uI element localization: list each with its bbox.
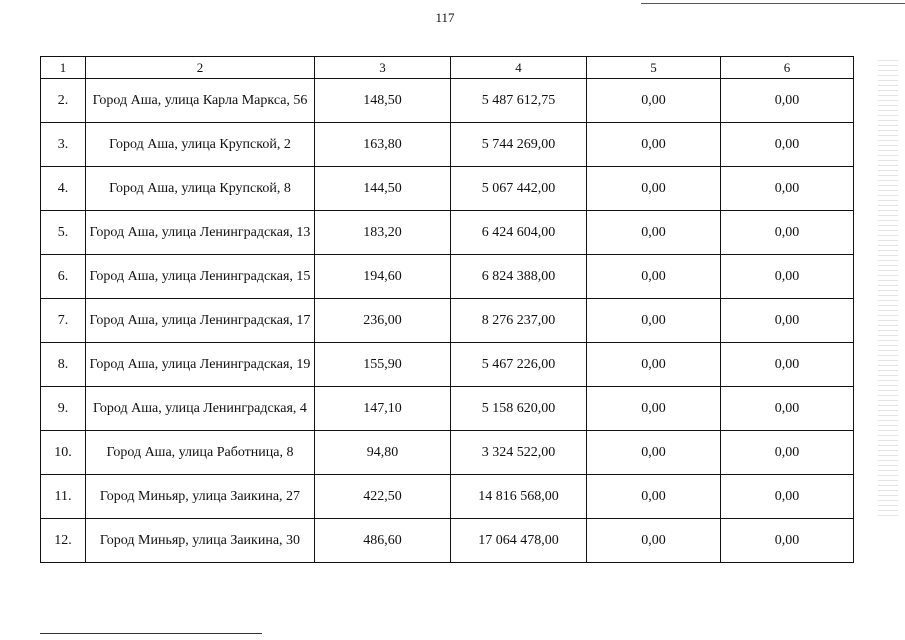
- value-5-cell: 0,00: [587, 431, 721, 475]
- page-number: 117: [435, 10, 455, 25]
- area-cell: 144,50: [315, 167, 451, 211]
- area-cell: 194,60: [315, 255, 451, 299]
- value-6-cell: 0,00: [721, 519, 854, 563]
- property-table: [40, 56, 854, 563]
- area-cell: 147,10: [315, 387, 451, 431]
- value-5-cell: 0,00: [587, 211, 721, 255]
- amount-cell: 14 816 568,00: [451, 475, 587, 519]
- value-6-cell: 0,00: [721, 123, 854, 167]
- amount-cell: 3 324 522,00: [451, 431, 587, 475]
- address-cell: Город Аша, улица Крупской, 2: [86, 123, 315, 167]
- value-6-cell: 0,00: [721, 343, 854, 387]
- row-number-cell: 6.: [41, 255, 86, 299]
- value-6-cell: 0,00: [721, 387, 854, 431]
- address-cell: Город Миньяр, улица Заикина, 30: [86, 519, 315, 563]
- value-6-cell: 0,00: [721, 211, 854, 255]
- table-row: [41, 167, 854, 211]
- address-cell: Город Аша, улица Ленинградская, 17: [86, 299, 315, 343]
- area-cell: 486,60: [315, 519, 451, 563]
- value-6-cell: 0,00: [721, 299, 854, 343]
- table-row: [41, 387, 854, 431]
- value-5-cell: 0,00: [587, 519, 721, 563]
- area-cell: 236,00: [315, 299, 451, 343]
- value-5-cell: 0,00: [587, 255, 721, 299]
- area-cell: 422,50: [315, 475, 451, 519]
- area-cell: 155,90: [315, 343, 451, 387]
- amount-cell: 5 744 269,00: [451, 123, 587, 167]
- address-cell: Город Аша, улица Ленинградская, 15: [86, 255, 315, 299]
- area-cell: 163,80: [315, 123, 451, 167]
- row-number-cell: 2.: [41, 79, 86, 123]
- row-number-cell: 11.: [41, 475, 86, 519]
- table-row: [41, 123, 854, 167]
- value-5-cell: 0,00: [587, 123, 721, 167]
- value-5-cell: 0,00: [587, 79, 721, 123]
- amount-cell: 6 424 604,00: [451, 211, 587, 255]
- value-6-cell: 0,00: [721, 79, 854, 123]
- table-row: [41, 79, 854, 123]
- column-header: 4: [451, 57, 587, 79]
- address-cell: Город Аша, улица Работница, 8: [86, 431, 315, 475]
- table-row: [41, 475, 854, 519]
- value-6-cell: 0,00: [721, 475, 854, 519]
- value-5-cell: 0,00: [587, 475, 721, 519]
- column-header: 6: [721, 57, 854, 79]
- table-row: [41, 299, 854, 343]
- address-cell: Город Аша, улица Ленинградская, 13: [86, 211, 315, 255]
- amount-cell: 8 276 237,00: [451, 299, 587, 343]
- address-cell: Город Миньяр, улица Заикина, 27: [86, 475, 315, 519]
- table-row: [41, 431, 854, 475]
- value-5-cell: 0,00: [587, 299, 721, 343]
- area-cell: 183,20: [315, 211, 451, 255]
- column-header: 2: [86, 57, 315, 79]
- address-cell: Город Аша, улица Ленинградская, 19: [86, 343, 315, 387]
- table-header-row: [41, 57, 854, 79]
- table-row: [41, 255, 854, 299]
- area-cell: 94,80: [315, 431, 451, 475]
- row-number-cell: 3.: [41, 123, 86, 167]
- value-5-cell: 0,00: [587, 167, 721, 211]
- value-6-cell: 0,00: [721, 167, 854, 211]
- address-cell: Город Аша, улица Крупской, 8: [86, 167, 315, 211]
- row-number-cell: 4.: [41, 167, 86, 211]
- value-6-cell: 0,00: [721, 255, 854, 299]
- amount-cell: 6 824 388,00: [451, 255, 587, 299]
- top-divider: [641, 3, 905, 4]
- amount-cell: 5 158 620,00: [451, 387, 587, 431]
- table-row: [41, 519, 854, 563]
- column-header: 1: [41, 57, 86, 79]
- value-6-cell: 0,00: [721, 431, 854, 475]
- row-number-cell: 8.: [41, 343, 86, 387]
- row-number-cell: 7.: [41, 299, 86, 343]
- row-number-cell: 5.: [41, 211, 86, 255]
- value-5-cell: 0,00: [587, 387, 721, 431]
- table-row: [41, 343, 854, 387]
- scan-margin-artifacts: [878, 60, 898, 520]
- table-body: [41, 57, 854, 563]
- footnote-divider: [40, 633, 262, 634]
- area-cell: 148,50: [315, 79, 451, 123]
- row-number-cell: 9.: [41, 387, 86, 431]
- row-number-cell: 10.: [41, 431, 86, 475]
- address-cell: Город Аша, улица Карла Маркса, 56: [86, 79, 315, 123]
- amount-cell: 17 064 478,00: [451, 519, 587, 563]
- column-header: 3: [315, 57, 451, 79]
- amount-cell: 5 487 612,75: [451, 79, 587, 123]
- row-number-cell: 12.: [41, 519, 86, 563]
- address-cell: Город Аша, улица Ленинградская, 4: [86, 387, 315, 431]
- amount-cell: 5 467 226,00: [451, 343, 587, 387]
- table-row: [41, 211, 854, 255]
- column-header: 5: [587, 57, 721, 79]
- value-5-cell: 0,00: [587, 343, 721, 387]
- amount-cell: 5 067 442,00: [451, 167, 587, 211]
